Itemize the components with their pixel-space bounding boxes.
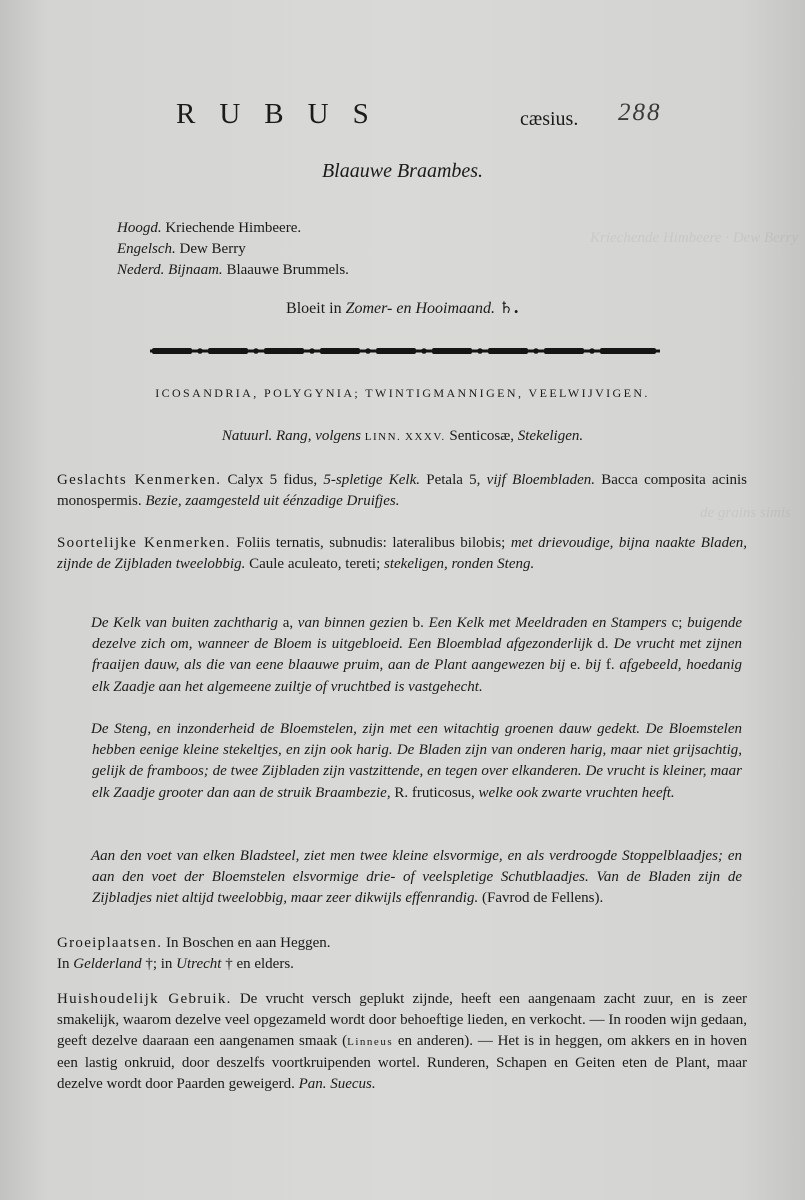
section-heading: Geslachts Kenmerken. (57, 472, 222, 488)
species-name: cæsius. (520, 108, 579, 130)
flowering-period: Bloeit in Zomer- en Hooimaand. ♄. (286, 298, 519, 317)
household-use-section: Huishoudelijk Gebruik. De vrucht versch geplukt zijnde, heeft een aangenaam zacht zuur, en is zeer smakelijk, waarom dezelve veel opgezameld wordt door behoeftige lieden, en verkocht. — In rooden wijn gedaan, geeft dezelve daaraan een aangenamen smaak (Linneus en anderen). — Het is in heggen, om akkers en in hoven een lastig onkruid, door deszelfs voortkruipenden wortel. Runderen, Schapen en Geiten eten de Plant, maar dezelve wordt door Paarden geweigerd. Pan. Suecus. (57, 991, 747, 1092)
ornamental-divider (150, 346, 660, 356)
handwritten-number: 288 (618, 99, 662, 126)
synonym-engelsch: Engelsch. Dew Berry (117, 241, 246, 257)
genus-title: RUBUS (176, 98, 393, 130)
description-paragraph-2: De Steng, en inzonderheid de Bloemstelen, zijn met een witachtig groenen dauw gedekt. De Bloemstelen hebben eenige kleine stekeltjes, en zijn ook harig. De Bladen zijn van onderen harig, maar niet grijsachtig, gelijk de framboos; de twee Zijbladen zijn vastzittende, en tegen over elkanderen. De vrucht is kleiner, maar elk Zaadje grooter dan aan de struik Braambezie, R. fruticosus, welke ook zwarte vruchten heeft. (91, 721, 742, 801)
species-characteristics: Soortelijke Kenmerken. Foliis ternatis, subnudis: lateralibus bilobis; met drievoudige, bijna naakte Bladen, zijnde de Zijbladen tweelobbig. Caule aculeato, tereti; stekeligen, ronden Steng. (57, 535, 748, 572)
synonyms-list (117, 218, 349, 281)
habitats-section: Groeiplaatsen. In Boschen en aan Heggen. In Gelderland †; in Utrecht † en elders. (57, 935, 331, 972)
synonym-hoogd: Hoogd. Kriechende Himbeere. (117, 220, 302, 236)
genus-characteristics: Geslachts Kenmerken. Calyx 5 fidus, 5-spletige Kelk. Petala 5, vijf Bloembladen. Bacca composita acinis monospermis. Bezie, zaamgesteld uit éénzadige Druifjes. (57, 472, 748, 509)
description-paragraph-1: De Kelk van buiten zachtharig a, van binnen gezien b. Een Kelk met Meeldraden en Stampers c; buigende dezelve zich om, wanneer de Bloem is uitgebloeid. Een Bloemblad afgezonderlijk d. De vrucht met zijnen fraaijen dauw, als die van eene blaauwe pruim, aan de Plant aangewezen bij e. bij f. afgebeeld, hoedanig elk Zaadje aan het algemeene zuiltje of vruchtbed is vastgehecht. (91, 615, 743, 695)
bleed-through-text: de grains simis (700, 505, 791, 521)
classification-heading: ICOSANDRIA, POLYGYNIA; TWINTIGMANNIGEN, VEELWIJVIGEN. (155, 386, 650, 400)
synonym-nederd: Nederd. Bijnaam. Blaauwe Brummels. (117, 262, 349, 278)
saturn-symbol: ♄. (499, 298, 519, 317)
common-name: Blaauwe Braambes. (321, 160, 484, 182)
natural-order-line: Natuurl. Rang, volgens LINN. XXXV. Senticosæ, Stekeligen. (221, 428, 584, 444)
section-heading: Huishoudelijk Gebruik. (57, 991, 232, 1007)
description-paragraph-3: Aan den voet van elken Bladsteel, ziet men twee kleine elsvormige, en als verdroogde Stoppelblaadjes; en aan den voet der Bloemstelen elsvormige drie- of veelspletige Schutblaadjes. Van de Bladen zijn de Zijbladjes niet altijd tweelobbig, maar zeer dikwijls effenrandig. (Favrod de Fellens). (91, 848, 742, 907)
title (0, 98, 805, 138)
section-heading: Groeiplaatsen. (57, 935, 163, 951)
bleed-through-text: Kriechende Himbeere · Dew Berry (590, 230, 799, 246)
section-heading: Soortelijke Kenmerken. (57, 535, 231, 551)
